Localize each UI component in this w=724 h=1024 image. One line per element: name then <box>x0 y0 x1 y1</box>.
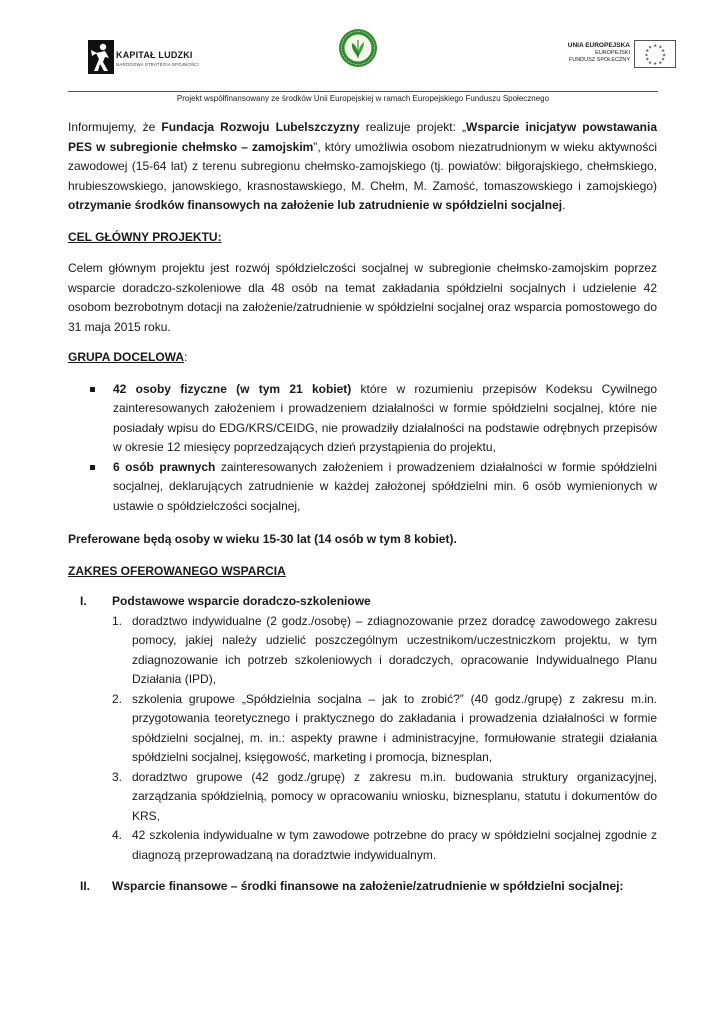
kapital-ludzki-subtitle: NARODOWA STRATEGIA SPÓJNOŚCI <box>116 62 199 67</box>
list-item <box>68 380 657 458</box>
preferred-note: Preferowane będą osoby w wieku 15-30 lat (14 osób w tym 8 kobiet). <box>68 532 457 546</box>
eu-line-3: FUNDUSZ SPOŁECZNY <box>568 57 630 63</box>
intro-text-1: Informujemy, że <box>68 120 162 134</box>
list-number: 4. <box>112 828 123 842</box>
section-1-title <box>68 592 657 612</box>
list-item-text: zainteresowanych założeniem i prowadzeniem działalności w formie spółdzielni socjalnej, deklarujących zatrudnienie w każdej założonej spółdzielni min. 6 osób wymienionych w ustawie o spółdzielczości socjalnej, <box>113 459 657 513</box>
goal-heading: CEL GŁÓWNY PROJEKTU: <box>68 229 222 244</box>
intro-text-3: ”, który umożliwia osobom niezatrudnionym w wieku aktywności zawodowej (15-64 lat) z terenu subregionu chełmsko-zamojskiego (tj. powiatów: biłgorajskiego, chełmskiego, hrubieszowskiego, janowskiego, krasnostawskiego, M. Chełm, M. Zamość, tomaszowskiego i zamojskiego) <box>68 139 657 193</box>
intro-highlight: otrzymanie środków finansowych na założenie lub zatrudnienie w spółdzielni socjalnej <box>68 198 563 212</box>
bullet-icon <box>90 465 95 470</box>
svg-text:★: ★ <box>648 45 653 51</box>
intro-paragraph <box>68 118 657 216</box>
target-heading-colon: : <box>184 350 188 364</box>
cofinance-note: Projekt współfinansowany ze środków Unii Europejskiej w ramach Europejskiego Funduszu Społecznego <box>176 94 550 103</box>
list-number: 2. <box>112 691 123 706</box>
target-list <box>68 380 657 517</box>
list-number: 1. <box>112 613 123 628</box>
list-item <box>68 826 657 865</box>
scope-heading: ZAKRES OFEROWANEGO WSPARCIA <box>68 563 286 578</box>
svg-text:★: ★ <box>653 62 658 68</box>
list-item-text: doradztwo grupowe (42 godz./grupę) z zakresu m.in. budowania struktury organizacyjnej, zarządzania spółdzielnią, pomocy w opracowaniu wniosku, biznesplanu, statutu i dokumentów do KRS, <box>132 769 657 823</box>
kapital-ludzki-mark-icon <box>88 40 114 74</box>
support-list <box>68 612 657 866</box>
project-title: Wsparcie inicjatyw powstawania PES w subregionie chełmsko – zamojskim <box>68 120 657 154</box>
foundation-name: Fundacja Rozwoju Lubelszczyzny <box>161 120 360 134</box>
target-heading-text: GRUPA DOCELOWA <box>68 350 184 364</box>
list-item-text: szkolenia grupowe „Spółdzielnia socjalna – jak to zrobić?” (40 godz./grupę) z zakresu m.in. przygotowania teoretycznego i praktycznego do zakładania i prowadzenia działalności w formie spółdzielni socjalnej, m. in.: aspekty prawne i administracyjne, formułowanie strategii działania spółdzielni socjalnej, księgowość, marketing i promocja, biznesplan, <box>132 691 657 764</box>
header-divider <box>68 91 658 92</box>
eu-flag-icon <box>634 40 676 68</box>
svg-text:★: ★ <box>658 45 663 51</box>
eu-line-2: EUROPEJSKI <box>595 49 630 56</box>
kapital-ludzki-logo <box>88 40 216 80</box>
list-item <box>68 612 657 690</box>
svg-text:★: ★ <box>661 53 667 59</box>
svg-text:★: ★ <box>645 49 650 55</box>
svg-text:★: ★ <box>644 53 649 59</box>
svg-text:★: ★ <box>661 57 666 63</box>
svg-text:★: ★ <box>653 44 658 50</box>
list-item-text: 42 szkolenia indywidualne w tym zawodowe potrzebne do pracy w spółdzielni socjalnej zgodnie z diagnozą przeprowadzaną na doradztwie indywidualnym. <box>132 828 657 862</box>
list-item-text: które w rozumieniu przepisów Kodeksu Cywilnego zainteresowanych założeniem i prowadzeniem działalności w formie spółdzielni socjalnej, które nie posiadały wpisu do EDG/KRS/CEIDG, nie prowadziły działalności na podstawie odrębnych przepisów w okresie 12 miesięcy poprzedzających dzień przystąpienia do projektu, <box>113 381 657 454</box>
section-1-number: I. <box>80 594 87 608</box>
svg-text:★: ★ <box>648 60 653 66</box>
section-2-title <box>68 877 657 897</box>
svg-text:★: ★ <box>658 60 663 66</box>
section-2-number: II. <box>80 879 91 893</box>
svg-text:★: ★ <box>645 57 650 63</box>
kapital-ludzki-title: KAPITAŁ LUDZKI <box>116 50 193 60</box>
list-item <box>68 458 657 517</box>
intro-text-2: realizuje projekt: „ <box>359 120 467 134</box>
target-heading <box>68 348 657 368</box>
list-item <box>68 690 657 768</box>
list-number: 3. <box>112 769 123 784</box>
header <box>68 22 667 88</box>
section-2-title-text: Wsparcie finansowe – środki finansowe na założenie/zatrudnienie w spółdzielni socjalnej: <box>112 879 624 893</box>
list-item-bold: 6 osób prawnych <box>113 459 216 474</box>
foundation-seal-icon <box>338 28 378 68</box>
list-item-text: doradztwo indywidualne (2 godz./osobę) – zdiagnozowanie przez doradcę zawodowego zakresu pomocy, jakiej należy udzielić poszczególnym uczestnikom/uczestniczkom projektu, w tym zdiagnozowanie ich potrzeb szkoleniowych i doradczych, opracowanie Indywidualnego Planu Działania (IPD), <box>132 613 657 686</box>
section-1-title-text: Podstawowe wsparcie doradczo-szkoleniowe <box>112 594 371 608</box>
document-body <box>68 118 657 897</box>
intro-text-4: . <box>562 198 566 212</box>
list-item <box>68 768 657 827</box>
eu-fund-label <box>538 42 630 65</box>
svg-text:★: ★ <box>661 49 666 55</box>
goal-paragraph: Celem głównym projektu jest rozwój spółdzielczości socjalnej w subregionie chełmsko-zamojskim poprzez wsparcie doradczo-szkoleniowe dla 48 osób na temat zakładania spółdzielni socjalnych i udzielenie 42 osobom bezrobotnym dotacji na założenie/zatrudnienie w spółdzielni socjalnej oraz wsparcia pomostowego do 31 maja 2015 roku. <box>68 261 657 334</box>
list-item-bold: 42 osoby fizyczne (w tym 21 kobiet) <box>113 381 352 396</box>
bullet-icon <box>90 387 95 392</box>
eu-line-1: UNIA EUROPEJSKA <box>567 42 630 49</box>
